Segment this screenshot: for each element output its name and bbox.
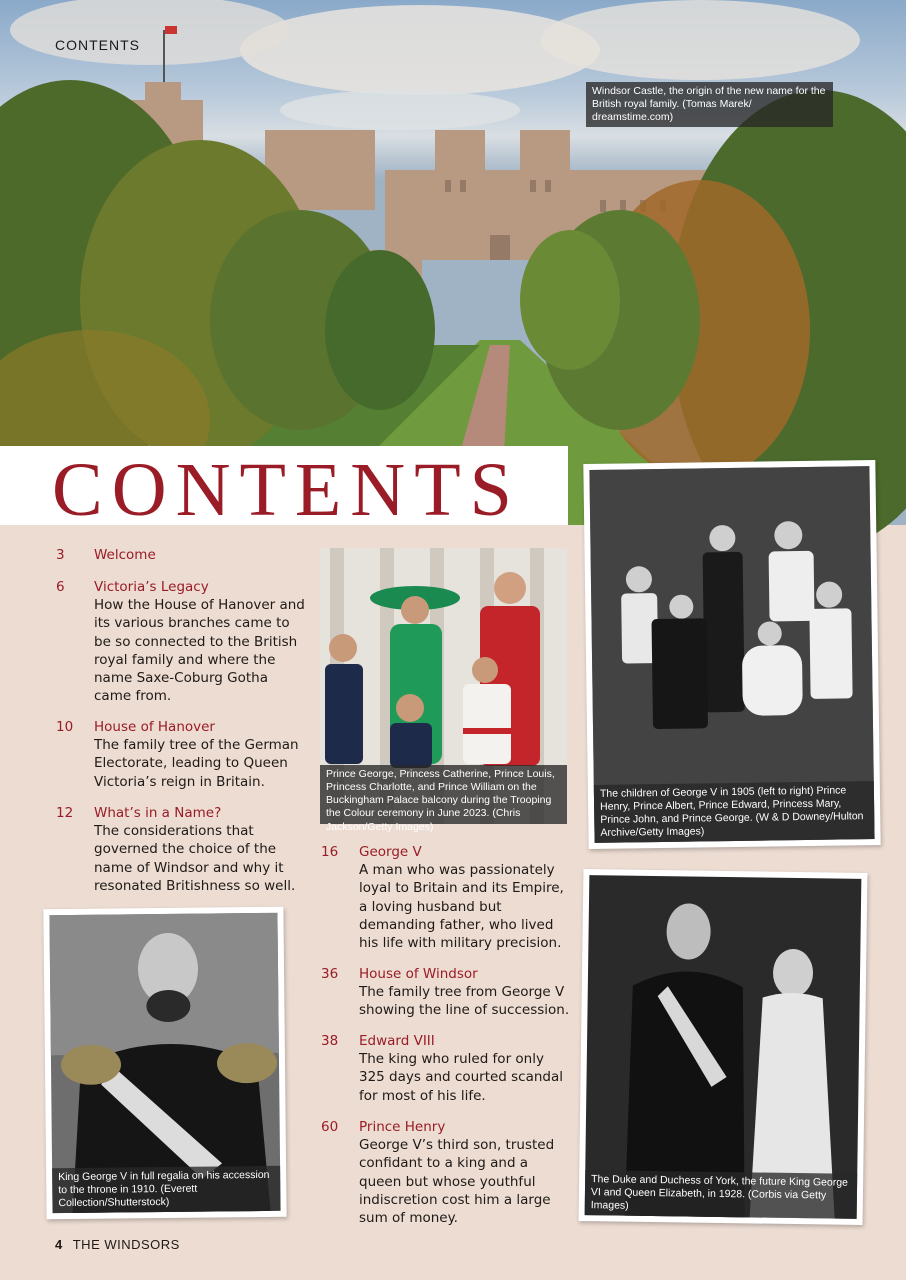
george-v-caption: King George V in full regalia on his accession to the throne in 1910. (Everett Collection/Shutterstock) <box>52 1165 280 1213</box>
duke-duchess-photo <box>579 869 868 1225</box>
toc-description: George V’s third son, trusted confidant to a king and a queen but whose youthful indiscretion cost him a large sum of money. <box>359 1137 555 1227</box>
family-2023-caption: Prince George, Princess Catherine, Prince Louis, Princess Charlotte, and Prince William on the Buckingham Palace balcony during the Trooping the Colour ceremony in June 2023. (Chris Jackson/Getty Images) <box>320 765 567 824</box>
toc-title: Victoria’s Legacy <box>94 579 209 595</box>
toc-title: Prince Henry <box>359 1119 446 1135</box>
children-1905-photo <box>583 460 880 849</box>
title-band <box>0 446 568 532</box>
toc-description: How the House of Hanover and its various branches came to be so connected to the British royal family and where the name Saxe-Coburg Gotha came from. <box>94 597 305 705</box>
toc-title: House of Windsor <box>359 966 478 982</box>
toc-description: The considerations that governed the choice of the name of Windsor and why it resonated Britishness so well. <box>94 823 296 894</box>
toc-page-number: 6 <box>56 579 65 595</box>
toc-page-number: 38 <box>321 1033 339 1049</box>
george-v-photo <box>43 907 286 1219</box>
toc-description: The king who ruled for only 325 days and courted scandal for most of his life. <box>359 1051 564 1104</box>
hero-caption: Windsor Castle, the origin of the new name for the British royal family. (Tomas Marek/ dreamstime.com) <box>586 82 833 127</box>
family-2023-photo <box>320 548 567 833</box>
toc-title: House of Hanover <box>94 719 215 735</box>
page-title: CONTENTS <box>52 448 521 532</box>
duke-duchess-caption: The Duke and Duchess of York, the future King George VI and Queen Elizabeth, in 1928. (Corbis via Getty Images) <box>585 1170 858 1219</box>
page-number: 4 <box>55 1237 63 1252</box>
toc-page-number: 60 <box>321 1119 339 1135</box>
toc-page-number: 3 <box>56 547 65 563</box>
toc-title: George V <box>359 844 422 860</box>
toc-description: The family tree from George V showing the line of succession. <box>359 984 570 1019</box>
toc-title: Welcome <box>94 547 156 563</box>
children-1905-caption: The children of George V in 1905 (left to right) Prince Henry, Prince Albert, Prince Edward, Princess Mary, Prince John, and Prince George. (W & D Downey/Hulton Archive/Getty Images) <box>594 781 875 843</box>
toc-page-number: 36 <box>321 966 339 982</box>
magazine-name: THE WINDSORS <box>72 1237 180 1252</box>
toc-description: A man who was passionately loyal to Britain and its Empire, a loving husband but demanding father, who lived his life with military precision. <box>359 862 564 952</box>
footer <box>55 1237 180 1252</box>
toc-title: Edward VIII <box>359 1033 435 1049</box>
toc-title: What’s in a Name? <box>94 805 222 821</box>
duke-duchess-illustration <box>585 875 862 1219</box>
toc-page-number: 16 <box>321 844 339 860</box>
toc-page-number: 10 <box>56 719 74 735</box>
toc-page-number: 12 <box>56 805 74 821</box>
running-head: CONTENTS <box>55 37 140 53</box>
toc-description: The family tree of the German Electorate, leading to Queen Victoria’s reign in Britain. <box>94 737 299 790</box>
